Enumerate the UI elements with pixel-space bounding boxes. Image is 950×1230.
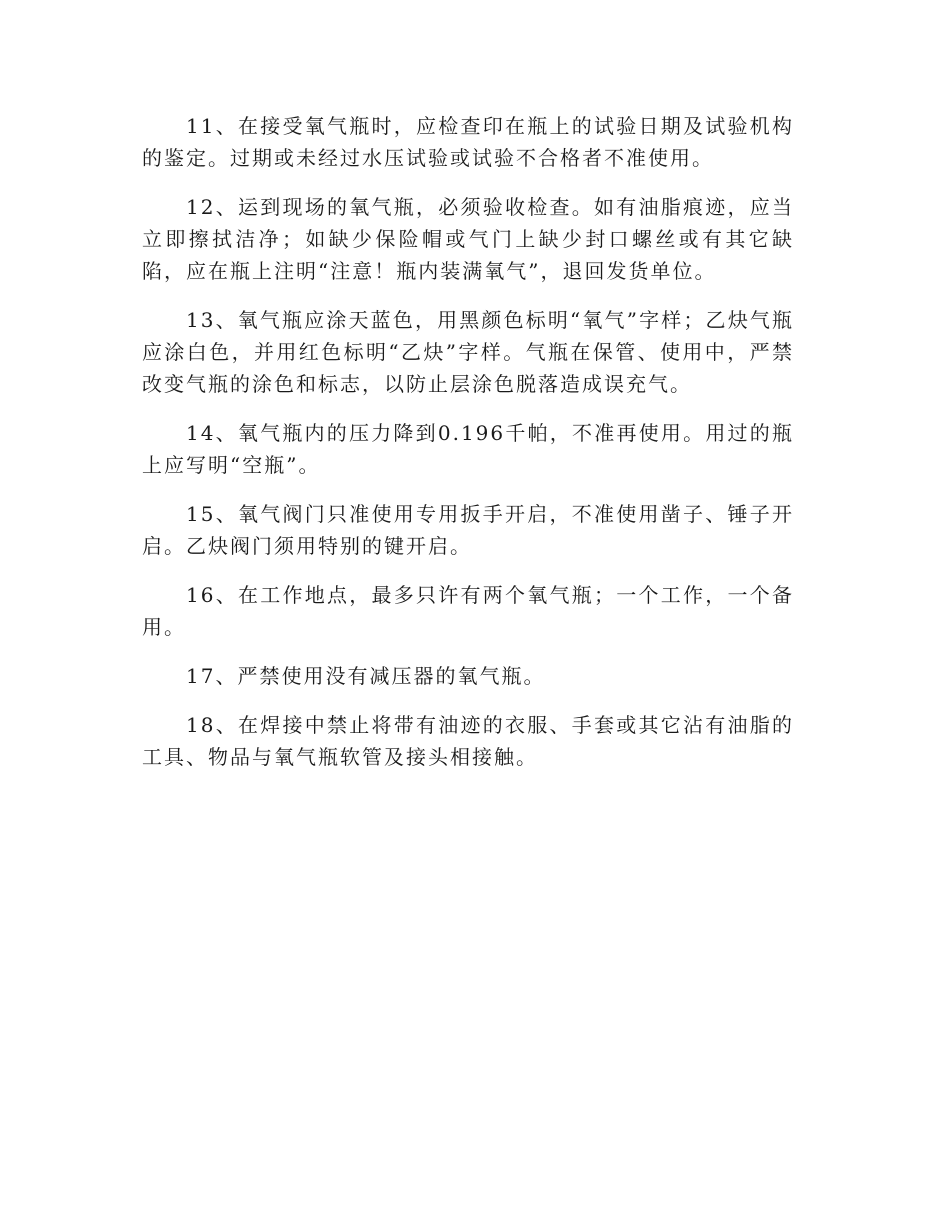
paragraph-15: 15、氧气阀门只准使用专用扳手开启，不准使用凿子、锤子开启。乙炔阀门须用特别的键开启。 [142,502,794,558]
paragraph-14: 14、氧气瓶内的压力降到0.196千帕，不准再使用。用过的瓶上应写明“空瓶”。 [142,421,794,477]
paragraph-18: 18、在焊接中禁止将带有油迹的衣服、手套或其它沾有油脂的工具、物品与氧气瓶软管及接头相接触。 [142,713,794,769]
document-body [142,110,794,790]
paragraph-16: 16、在工作地点，最多只许有两个氧气瓶；一个工作，一个备用。 [142,583,794,639]
paragraph-12: 12、运到现场的氧气瓶，必须验收检查。如有油脂痕迹，应当立即擦拭洁净；如缺少保险帽或气门上缺少封口螺丝或有其它缺陷，应在瓶上注明“注意！瓶内装满氧气”，退回发货单位。 [142,195,794,283]
paragraph-17: 17、严禁使用没有减压器的氧气瓶。 [186,664,546,688]
paragraph-11: 11、在接受氧气瓶时，应检查印在瓶上的试验日期及试验机构的鉴定。过期或未经过水压试验或试验不合格者不准使用。 [142,114,794,170]
paragraph-13: 13、氧气瓶应涂天蓝色，用黑颜色标明“氧气”字样；乙炔气瓶应涂白色，并用红色标明“乙炔”字样。气瓶在保管、使用中，严禁改变气瓶的涂色和标志，以防止层涂色脱落造成误充气。 [142,308,794,396]
